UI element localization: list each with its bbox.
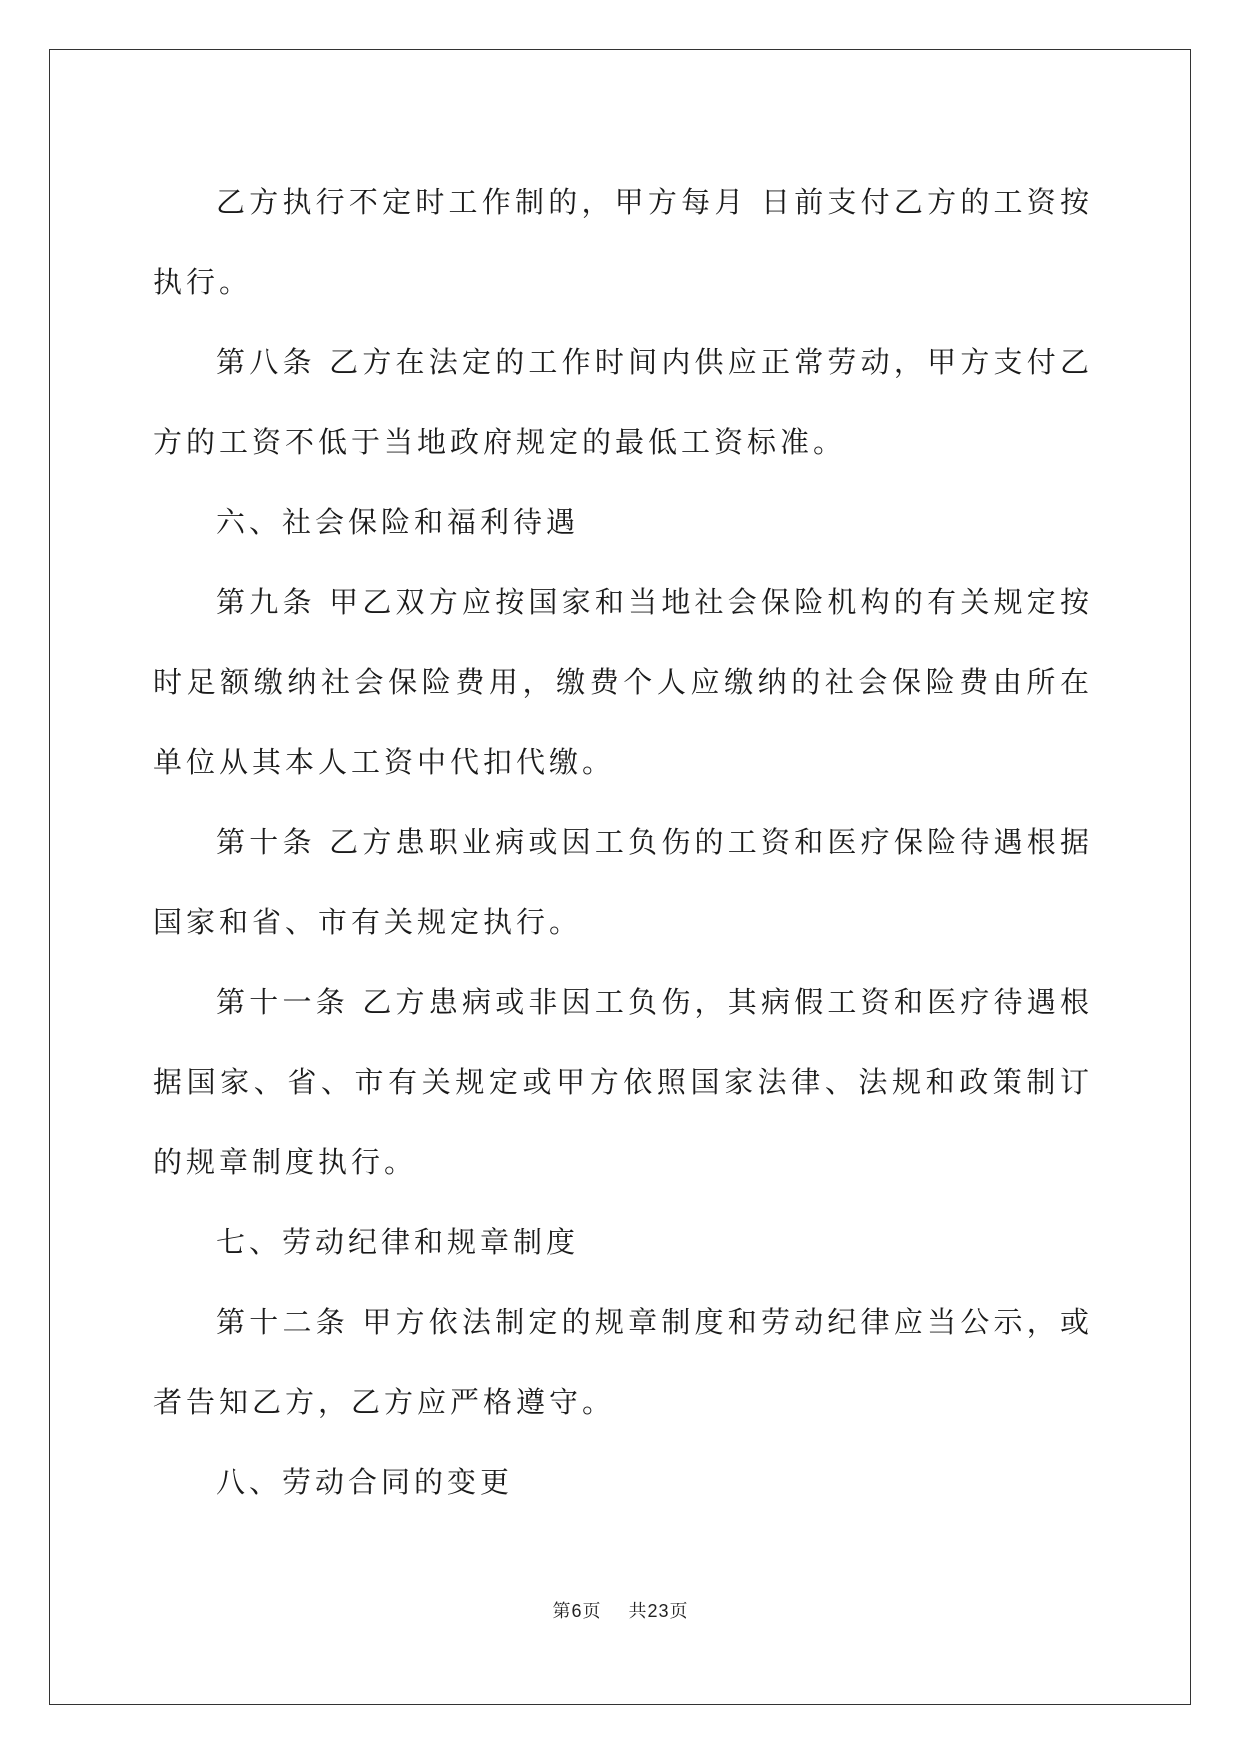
section-heading-labor-discipline: 七、劳动纪律和规章制度 [216, 1225, 580, 1259]
article-10: 第十条 乙方患职业病或因工负伤的工资和医疗保险待遇根据国家和省、市有关规定执行。 [153, 825, 1093, 939]
article-9: 第九条 甲乙双方应按国家和当地社会保险机构的有关规定按时足额缴纳社会保险费用，缴费个人应缴纳的社会保险费由所在单位从其本人工资中代扣代缴。 [153, 585, 1093, 779]
article-8: 第八条 乙方在法定的工作时间内供应正常劳动，甲方支付乙方的工资不低于当地政府规定的最低工资标准。 [153, 345, 1093, 459]
total-label-suffix: 页 [669, 1601, 689, 1622]
total-label-prefix: 共 [628, 1601, 648, 1622]
page-number: 6 [571, 1601, 583, 1621]
page-footer [0, 1597, 1241, 1623]
total-pages: 23 [647, 1601, 670, 1621]
paragraph-wage-irregular-hours: 乙方执行不定时工作制的，甲方每月 日前支付乙方的工资按 执行。 [153, 185, 1093, 299]
document-body [153, 162, 1093, 1522]
article-11: 第十一条 乙方患病或非因工负伤，其病假工资和医疗待遇根据国家、省、市有关规定或甲方依照国家法律、法规和政策制订的规章制度执行。 [153, 985, 1093, 1179]
section-heading-social-insurance: 六、社会保险和福利待遇 [216, 505, 580, 539]
section-heading-contract-change: 八、劳动合同的变更 [216, 1465, 514, 1499]
page-label-prefix: 第 [552, 1601, 572, 1622]
article-12: 第十二条 甲方依法制定的规章制度和劳动纪律应当公示，或者告知乙方，乙方应严格遵守。 [153, 1305, 1093, 1419]
page-label-suffix: 页 [582, 1601, 602, 1622]
